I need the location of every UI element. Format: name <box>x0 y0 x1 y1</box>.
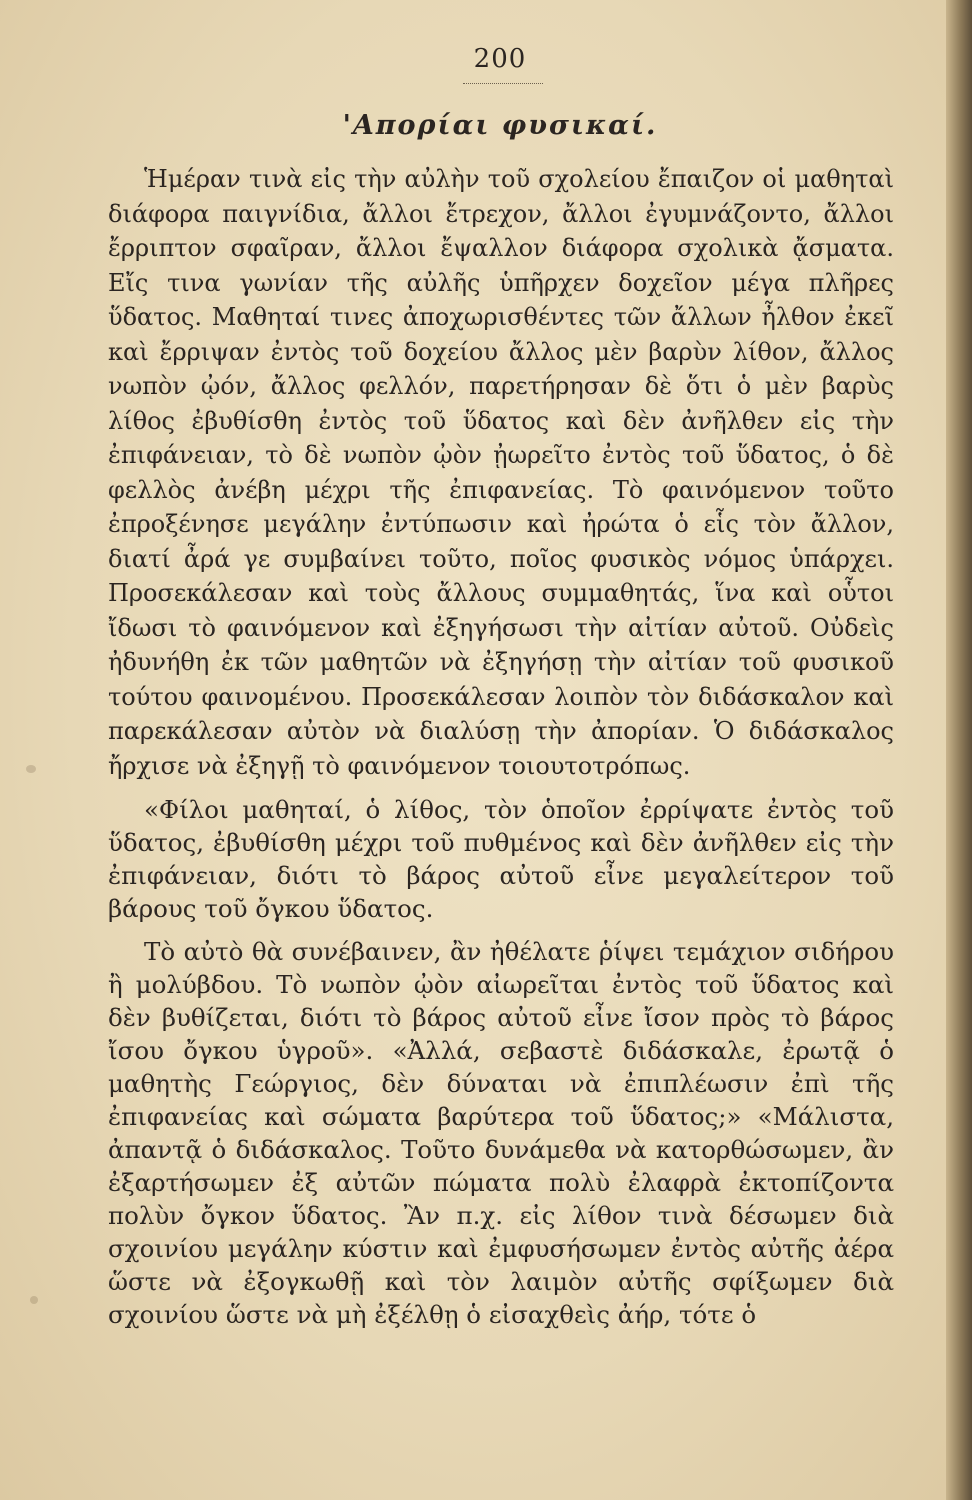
page-number: 200 <box>473 44 527 74</box>
paper-stain <box>30 1296 38 1304</box>
paragraph: «Φίλοι μαθηταί, ὁ λίθος, τὸν ὁποῖον ἐρρίψατε ἐντὸς τοῦ ὕδατος, ἐβυθίσθη μέχρι τοῦ πυθμένος καὶ δὲν ἀνῆλθεν εἰς τὴν ἐπιφάνειαν, διότι τὸ βάρος αὐτοῦ εἶνε μεγαλείτερον τοῦ βάρους τοῦ ὄγκου ὕδατος. <box>108 795 894 923</box>
body-text <box>108 162 894 1341</box>
paragraph: Ἡμέραν τινὰ εἰς τὴν αὐλὴν τοῦ σχολείου ἔπαιζον οἱ μαθηταὶ διάφορα παιγνίδια, ἄλλοι ἔτρεχον, ἄλλοι ἐγυμνάζοντο, ἄλλοι ἔρριπτον σφαῖραν, ἄλλοι ἔψαλλον διάφορα σχολικὰ ᾄσματα. Εἴς τινα γωνίαν τῆς αὐλῆς ὑπῆρχεν δοχεῖον μέγα πλῆρες ὕδατος. Μαθηταί τινες ἀποχωρισθέντες τῶν ἄλλων ἦλθον ἐκεῖ καὶ ἔρριψαν ἐντὸς τοῦ δοχείου ἄλλος μὲν βαρὺν λίθον, ἄλλος νωπὸν ᾠόν, ἄλλος φελλόν, παρετήρησαν δὲ ὅτι ὁ μὲν βαρὺς λίθος ἐβυθίσθη ἐντὸς τοῦ ὕδατος καὶ δὲν ἀνῆλθεν εἰς τὴν ἐπιφάνειαν, τὸ δὲ νωπὸν ᾠὸν ᾐωρεῖτο ἐντὸς τοῦ ὕδατος, ὁ δὲ φελλὸς ἀνέβη μέχρι τῆς ἐπιφανείας. Τὸ φαινόμενον τοῦτο ἐπροξένησε μεγάλην ἐντύπωσιν καὶ ἠρώτα ὁ εἷς τὸν ἄλλον, διατί ἆρά γε συμβαίνει τοῦτο, ποῖος φυσικὸς νόμος ὑπάρχει. Προσεκάλεσαν καὶ τοὺς ἄλλους συμμαθητάς, ἵνα καὶ οὗτοι ἴδωσι τὸ φαινόμενον καὶ ἐξηγήσωσι τὴν αἰτίαν αὐτοῦ. Οὐδεὶς ἠδυνήθη ἐκ τῶν μαθητῶν νὰ ἐξηγήσῃ τὴν αἰτίαν τοῦ φυσικοῦ τούτου φαινομένου. Προσεκάλεσαν λοιπὸν τὸν διδάσκαλον καὶ παρεκάλεσαν αὐτὸν νὰ διαλύσῃ τὴν ἀπορίαν. Ὁ διδάσκαλος ἤρχισε νὰ ἐξηγῇ τὸ φαινόμενον τοιουτοτρόπως. <box>108 165 894 780</box>
page-number-underline <box>463 83 543 84</box>
page-edge-shadow <box>946 0 972 1500</box>
paper-stain <box>26 765 36 773</box>
paragraph: Τὸ αὐτὸ θὰ συνέβαινεν, ἂν ἠθέλατε ῥίψει τεμάχιον σιδήρου ἢ μολύβδου. Τὸ νωπὸν ᾠὸν αἰωρεῖται ἐντὸς τοῦ ὕδατος καὶ δὲν βυθίζεται, διότι τὸ βάρος αὐτοῦ εἶνε ἴσον πρὸς τὸ βάρος ἴσου ὄγκου ὑγροῦ». «Ἀλλά, σεβαστὲ διδάσκαλε, ἐρωτᾷ ὁ μαθητὴς Γεώργιος, δὲν δύναται νὰ ἐπιπλέωσιν ἐπὶ τῆς ἐπιφανείας καὶ σώματα βαρύτερα τοῦ ὕδατος;» «Μάλιστα, ἀπαντᾷ ὁ διδάσκαλος. Τοῦτο δυνάμεθα νὰ κατορθώσωμεν, ἂν ἐξαρτήσωμεν ἐξ αὐτῶν πώματα πολὺ ἐλαφρὰ ἐκτοπίζοντα πολὺν ὄγκον ὕδατος. Ἂν π.χ. εἰς λίθον τινὰ δέσωμεν διὰ σχοινίου μεγάλην κύστιν καὶ ἐμφυσήσωμεν ἐντὸς αὐτῆς ἀέρα ὥστε νὰ ἐξογκωθῇ καὶ τὸν λαιμὸν αὐτῆς σφίξωμεν διὰ σχοινίου ὥστε νὰ μὴ ἐξέλθῃ ὁ εἰσαχθεὶς ἀήρ, τότε ὁ <box>108 937 894 1329</box>
chapter-title: 'Απορίαι φυσικαί. <box>342 110 658 141</box>
